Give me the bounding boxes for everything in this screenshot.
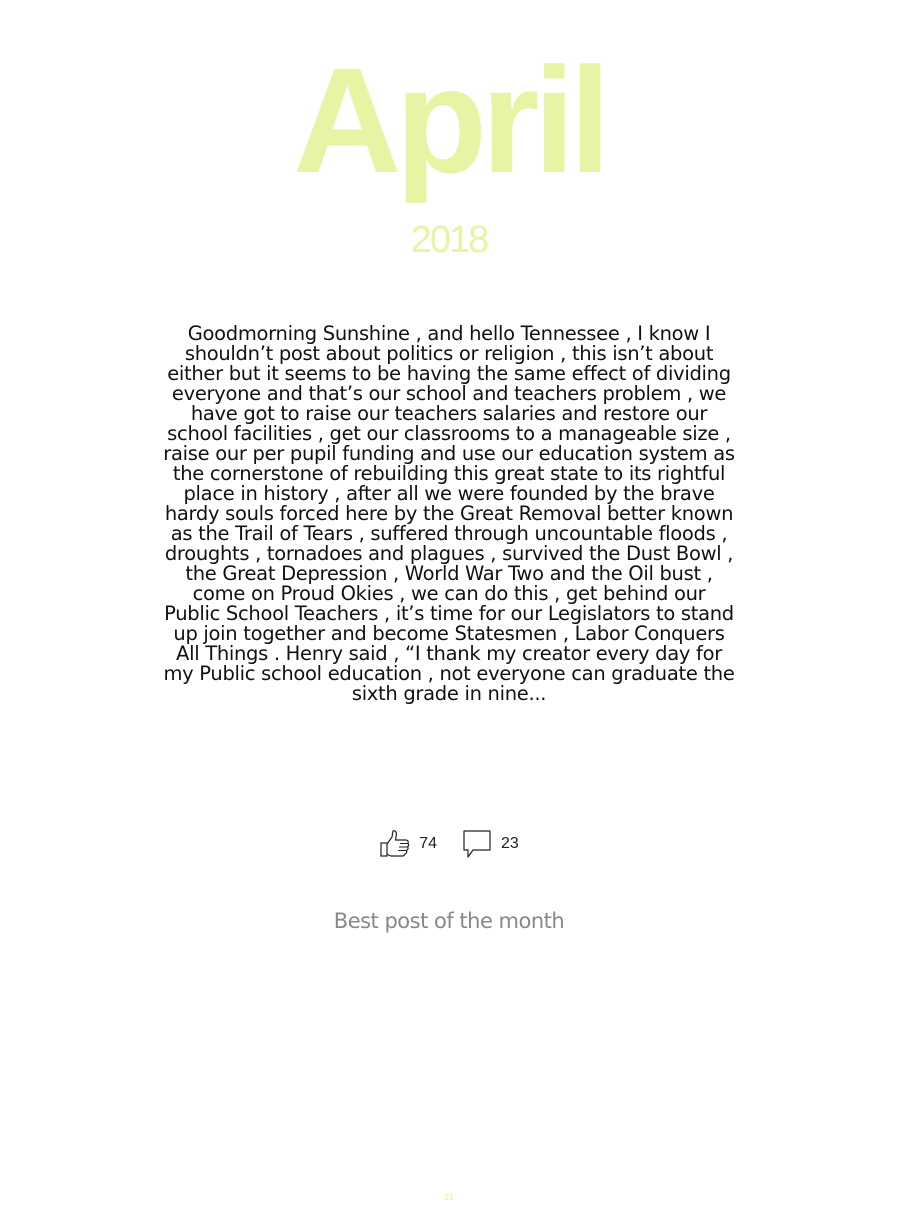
like-count: 74	[419, 835, 437, 852]
thumbs-up-icon[interactable]	[379, 828, 411, 860]
comment-bubble-icon[interactable]	[461, 828, 493, 860]
year-label: 2018	[410, 219, 488, 261]
post-caption: Best post of the month	[333, 909, 565, 933]
month-title: April	[293, 36, 605, 204]
post-stats	[0, 828, 898, 860]
page-number: 31	[443, 1192, 454, 1202]
post-text: Goodmorning Sunshine , and hello Tennessee , I know I shouldn’t post about politics or religion , this isn’t about either but it seems to be having the same effect of dividing everyone and that’s our school and teachers problem , we have got to raise our teachers salaries and restore our school facilities , get our classrooms to a manageable size , raise our per pupil funding and use our education system as the cornerstone of rebuilding this great state to its rightful place in history , after all we were founded by the brave hardy souls forced here by the Great Removal better known as the Trail of Tears , suffered through uncountable floods , droughts , tornadoes and plagues , survived the Dust Bowl , the Great Depression , World War Two and the Oil bust , come on Proud Okies , we can do this , get behind our Public School Teachers , it’s time for our Legislators to stand up join together and become Statesmen , Labor Conquers All Things . Henry said , “I thank my creator every day for my Public school education , not everyone can graduate the sixth grade in nine...	[163, 322, 735, 705]
comment-stat[interactable]	[461, 828, 519, 860]
comment-count: 23	[501, 835, 519, 852]
like-stat[interactable]	[379, 828, 437, 860]
